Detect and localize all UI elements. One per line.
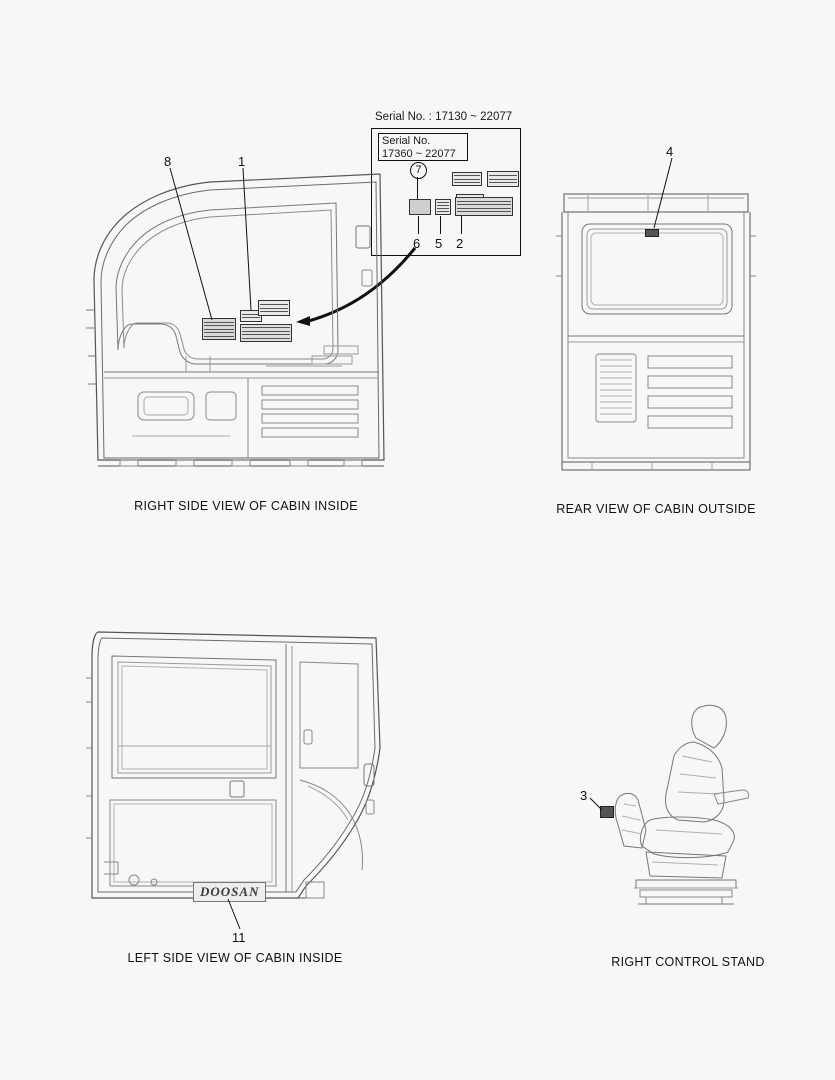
caption-right-control-stand: RIGHT CONTROL STAND — [611, 955, 765, 969]
callout-3: 3 — [580, 788, 588, 803]
leader-line-7 — [417, 177, 418, 199]
caption-left-side-view: LEFT SIDE VIEW OF CABIN INSIDE — [127, 951, 343, 965]
caption-rear-view: REAR VIEW OF CABIN OUTSIDE — [556, 502, 756, 516]
decal-2c-detail — [452, 172, 482, 186]
leader-line-4 — [646, 158, 686, 232]
leader-line-1 — [236, 168, 276, 318]
callout-6: 6 — [413, 236, 421, 251]
decal-2b-detail — [487, 171, 519, 187]
left-side-cabin-drawing — [76, 618, 406, 918]
callout-5: 5 — [435, 236, 443, 251]
serial-number-outer-label: Serial No. : 17130 ~ 22077 — [375, 111, 513, 123]
serial-inner-line2: 17360 ~ 22077 — [382, 148, 456, 160]
callout-8: 8 — [164, 154, 172, 169]
callout-7-circle: 7 — [410, 162, 427, 179]
decal-11-doosan-logo: DOOSAN — [193, 882, 266, 902]
callout-1: 1 — [238, 154, 246, 169]
right-control-stand-drawing — [590, 690, 770, 920]
callout-2: 2 — [456, 236, 464, 251]
leader-line-3 — [588, 796, 610, 816]
decal-2d-detail — [455, 197, 513, 216]
caption-right-side-view: RIGHT SIDE VIEW OF CABIN INSIDE — [134, 499, 358, 513]
callout-11: 11 — [232, 930, 246, 945]
callout-4: 4 — [666, 144, 674, 159]
serial-inner-line1: Serial No. — [382, 135, 431, 147]
decal-6-detail — [409, 199, 431, 215]
decal-5-detail — [435, 199, 451, 215]
serial-number-inner-box — [378, 133, 468, 161]
